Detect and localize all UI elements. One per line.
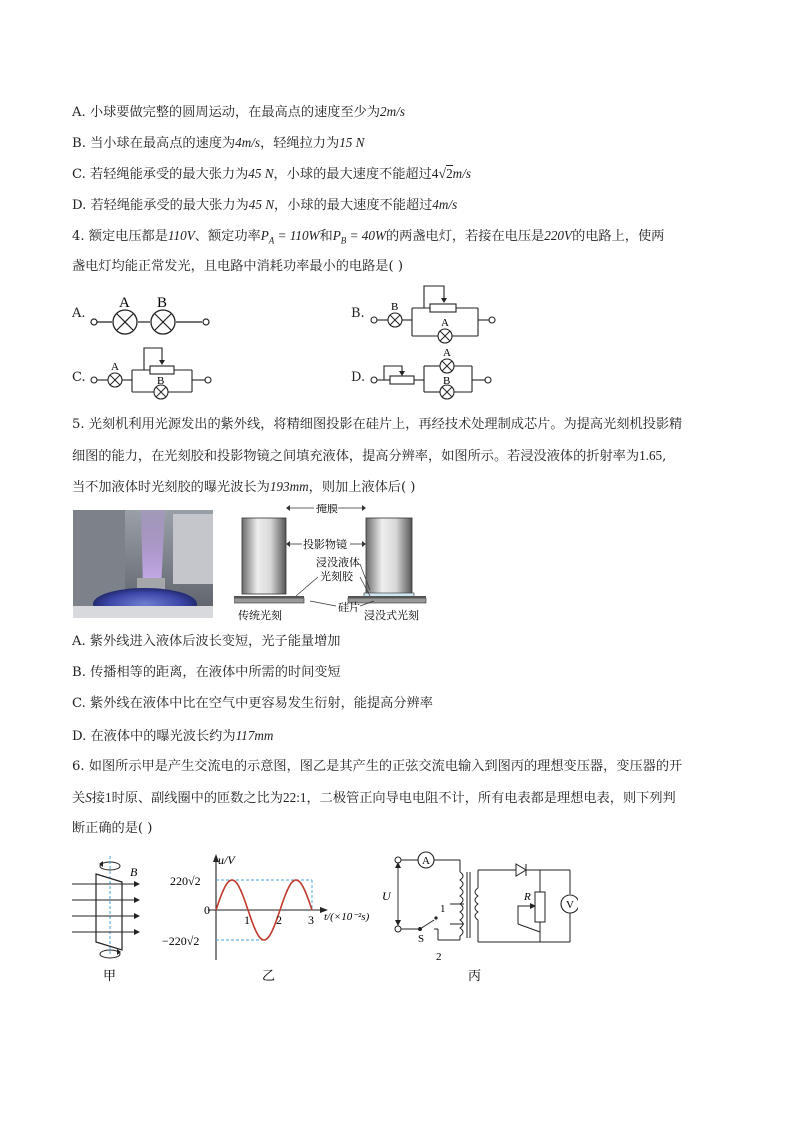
label-B: B (130, 865, 138, 879)
switch-S (420, 920, 434, 929)
q5-option-c: C. 紫外线在液体中比在空气中更容易发生衍射，能提高分辨率 (72, 696, 433, 711)
lamp-b-label: B (443, 375, 451, 387)
q5-option-b: B. 传播相等的距离，在液体中所需的时间变短 (72, 665, 341, 680)
q5-stem-line3: 当不加液体时光刻胶的曝光波长为193mm，则加上液体后( ) (72, 479, 416, 495)
label-tap-2: 2 (436, 951, 442, 963)
diode-icon (516, 864, 526, 876)
q4-label-b: B. (351, 306, 365, 321)
caption-bing: 丙 (468, 969, 482, 984)
label-tap-1: 1 (440, 903, 446, 915)
fig-yi-chart (162, 852, 382, 982)
lithography-photo (73, 510, 213, 618)
q6-stem-line3: 断正确的是( ) (72, 821, 153, 836)
q5-stem-line1: 5. 光刻机利用光源发出的紫外线，将精细图投影在硅片上，再经技术处理制成芯片。为提高光刻机投影精 (72, 417, 683, 432)
label-resist: 光刻胶 (320, 571, 353, 583)
label-V: V (566, 899, 574, 911)
lamp-a-label: A (443, 347, 451, 359)
label-A: A (422, 855, 430, 867)
lamp-a-label: A (119, 295, 130, 311)
axis-label-u: u/V (218, 853, 235, 867)
label-liquid: 浸没液体 (316, 557, 360, 569)
axis-label-t: t/(×10⁻²s) (324, 911, 370, 923)
q4-label-d: D. (351, 370, 366, 385)
q4-label-a: A. (72, 306, 86, 321)
q3-option-d: D. 若轻绳能承受的最大张力为45 N，小球的最大速度不能超过4m/s (72, 197, 458, 213)
q4-label-c: C. (72, 370, 86, 385)
q6-stem-line2: 关S接1时原、副线圈中的匝数之比为22:1，二极管正向导电电阻不计，所有电表都是理想电表，则下列判 (72, 790, 676, 806)
q4-circuit-d (368, 344, 500, 400)
q3-option-b: B. 当小球在最高点的速度为4m/s，轻绳拉力为15 N (72, 135, 365, 151)
lamp-b-label: B (157, 295, 168, 311)
tick-ymin: −220√2 (162, 934, 200, 948)
tick-ymax: 220√2 (170, 874, 201, 888)
q3-option-c: C. 若轻绳能承受的最大张力为45 N，小球的最大速度不能超过4√2m/s (72, 166, 471, 182)
q4-circuit-b (368, 280, 498, 348)
label-immersion: 浸没式光刻 (364, 610, 419, 622)
q3-option-a: A. 小球要做完整的圆周运动，在最高点的速度至少为2m/s (72, 104, 405, 120)
lamp-b-label: B (391, 301, 399, 313)
caption-yi: 乙 (262, 969, 276, 982)
q6-stem-line1: 6. 如图所示甲是产生交流电的示意图，图乙是其产生的正弦交流电输入到图丙的理想变压器，变压器的开 (72, 759, 683, 774)
tick-2: 2 (276, 913, 282, 927)
lamp-b-label: B (157, 375, 165, 387)
label-wafer: 硅片 (338, 602, 360, 614)
q5-option-d: D. 在液体中的曝光波长约为117mm (72, 728, 274, 744)
label-U: U (382, 889, 391, 903)
lamp-a-label: A (441, 317, 449, 329)
label-R: R (524, 891, 531, 903)
label-S: S (418, 933, 425, 945)
tick-1: 1 (244, 913, 250, 927)
q5-option-a: A. 紫外线进入液体后波长变短，光子能量增加 (72, 634, 341, 649)
q4-stem-line2: 盏电灯均能正常发光，且电路中消耗功率最小的电路是( ) (72, 259, 403, 274)
lithography-diagram (234, 504, 434, 624)
tick-zero: 0 (204, 903, 210, 917)
label-mask: 掩膜 (316, 504, 338, 515)
q5-stem-line2: 细图的能力，在光刻胶和投影物镜之间填充液体，提高分辨率，如图所示。若浸没液体的折射率为1.65, (72, 448, 667, 464)
q4-circuit-c (88, 344, 218, 404)
caption-jia: 甲 (103, 969, 117, 982)
q4-circuit-a (88, 292, 218, 338)
label-lens: 投影物镜 (303, 539, 347, 551)
label-traditional: 传统光刻 (238, 610, 282, 622)
rheostat-R (535, 892, 545, 922)
lamp-a-label: A (111, 361, 119, 373)
q4-stem-line1: 4. 额定电压都是110V、额定功率$P_A = 110W$和$P_B = 40W$的两盏电灯，若接在电压是220V的电路上，使两 (72, 228, 665, 246)
fig-bing-transformer (378, 848, 578, 984)
tick-3: 3 (308, 913, 314, 927)
fig-jia-generator (70, 852, 150, 982)
